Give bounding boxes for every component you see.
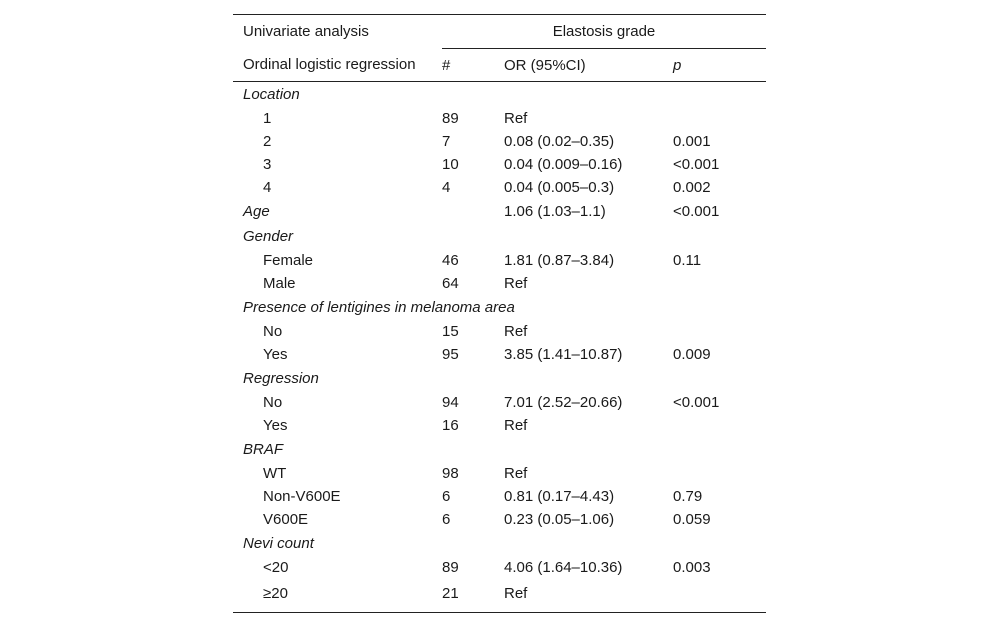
p-value-cell xyxy=(673,272,766,295)
odds-ratio-cell: Ref xyxy=(504,417,528,434)
table-row xyxy=(233,249,766,272)
table-row xyxy=(233,176,766,199)
p-value-cell: <0.001 xyxy=(673,203,720,220)
count-column-header: # xyxy=(442,49,504,82)
category-row xyxy=(233,199,766,224)
category-row xyxy=(233,295,766,320)
table-row xyxy=(233,130,766,153)
p-value-cell: <0.001 xyxy=(673,394,720,411)
count-cell: 95 xyxy=(442,346,459,363)
table-body xyxy=(233,82,766,613)
table-row xyxy=(233,391,766,414)
p-value-cell xyxy=(673,414,766,437)
odds-ratio-cell: 3.85 (1.41–10.87) xyxy=(504,346,623,363)
level-label: No xyxy=(263,394,283,411)
p-value-cell: 0.001 xyxy=(673,133,711,150)
header-row-2 xyxy=(233,49,766,82)
level-label: Yes xyxy=(263,417,288,434)
p-value-cell xyxy=(673,224,766,249)
p-value-cell xyxy=(673,320,766,343)
analysis-label: Univariate analysis xyxy=(233,15,442,49)
count-cell xyxy=(442,199,504,224)
p-value-cell xyxy=(673,366,766,391)
results-table-container xyxy=(233,14,766,613)
level-label: 3 xyxy=(263,156,272,173)
p-value-cell: <0.001 xyxy=(673,156,720,173)
category-row xyxy=(233,437,766,462)
odds-ratio-cell: 0.04 (0.009–0.16) xyxy=(504,156,623,173)
count-cell xyxy=(442,437,504,462)
elastosis-grade-header: Elastosis grade xyxy=(442,15,766,49)
level-label: V600E xyxy=(263,511,309,528)
level-label: <20 xyxy=(263,559,289,576)
p-value-cell xyxy=(673,295,766,320)
table-row xyxy=(233,272,766,295)
odds-ratio-cell: 0.08 (0.02–0.35) xyxy=(504,133,615,150)
p-value-cell xyxy=(673,462,766,485)
level-label: 4 xyxy=(263,179,272,196)
table-row xyxy=(233,343,766,366)
p-value-cell xyxy=(673,437,766,462)
category-label: Presence of lentigines in melanoma area xyxy=(243,299,515,316)
category-row xyxy=(233,82,766,108)
count-cell: 6 xyxy=(442,488,451,505)
count-cell: 16 xyxy=(442,417,459,434)
count-cell: 64 xyxy=(442,275,459,292)
p-value-cell: 0.009 xyxy=(673,346,711,363)
table-row xyxy=(233,107,766,130)
header-row-1 xyxy=(233,15,766,49)
count-cell: 46 xyxy=(442,252,459,269)
category-label: Age xyxy=(243,203,270,220)
odds-ratio-cell: Ref xyxy=(504,465,528,482)
count-cell: 21 xyxy=(442,579,504,613)
level-label: Yes xyxy=(263,346,288,363)
odds-ratio-cell xyxy=(504,531,673,556)
level-label: WT xyxy=(263,465,287,482)
count-cell: 15 xyxy=(442,323,459,340)
count-cell: 94 xyxy=(442,394,459,411)
p-value-cell: 0.002 xyxy=(673,179,711,196)
category-label: BRAF xyxy=(243,441,284,458)
odds-ratio-cell: 7.01 (2.52–20.66) xyxy=(504,394,623,411)
category-row xyxy=(233,366,766,391)
odds-ratio-cell: 1.81 (0.87–3.84) xyxy=(504,252,615,269)
table-row xyxy=(233,320,766,343)
odds-ratio-cell xyxy=(504,224,673,249)
count-cell: 4 xyxy=(442,179,451,196)
p-value-cell: 0.11 xyxy=(673,252,702,269)
table-row xyxy=(233,579,766,613)
table-row xyxy=(233,556,766,579)
univariate-analysis-table xyxy=(233,14,766,613)
category-label: Nevi count xyxy=(243,535,314,552)
odds-ratio-column-header: OR (95%CI) xyxy=(504,49,673,82)
odds-ratio-cell xyxy=(504,82,673,108)
table-row xyxy=(233,414,766,437)
p-value-column-header: p xyxy=(673,49,766,82)
odds-ratio-cell: Ref xyxy=(504,579,673,613)
level-label: No xyxy=(263,323,283,340)
count-cell: 10 xyxy=(442,156,459,173)
p-value-cell: 0.059 xyxy=(673,511,711,528)
p-value-cell xyxy=(673,107,766,130)
table-row xyxy=(233,462,766,485)
odds-ratio-cell: 0.81 (0.17–4.43) xyxy=(504,488,615,505)
table-row xyxy=(233,485,766,508)
category-label: Regression xyxy=(243,370,319,387)
level-label: Male xyxy=(263,275,296,292)
level-label: Female xyxy=(263,252,314,269)
odds-ratio-cell: 1.06 (1.03–1.1) xyxy=(504,203,606,220)
count-cell: 6 xyxy=(442,511,451,528)
count-cell xyxy=(442,531,504,556)
level-label: 1 xyxy=(263,110,272,127)
category-label: Location xyxy=(243,86,300,103)
p-value-cell xyxy=(673,531,766,556)
count-cell xyxy=(442,224,504,249)
odds-ratio-cell: Ref xyxy=(504,275,528,292)
odds-ratio-cell: Ref xyxy=(504,110,528,127)
count-cell xyxy=(442,366,504,391)
odds-ratio-cell: 4.06 (1.64–10.36) xyxy=(504,559,623,576)
level-label: ≥20 xyxy=(233,579,442,613)
p-value-cell xyxy=(673,82,766,108)
table-row xyxy=(233,153,766,176)
model-label: Ordinal logistic regression xyxy=(233,49,442,82)
p-value-cell: 0.79 xyxy=(673,488,703,505)
count-cell: 7 xyxy=(442,133,451,150)
odds-ratio-cell xyxy=(504,366,673,391)
count-cell xyxy=(442,82,504,108)
level-label: 2 xyxy=(263,133,272,150)
category-row xyxy=(233,531,766,556)
count-cell: 89 xyxy=(442,110,459,127)
category-label: Gender xyxy=(243,228,294,245)
odds-ratio-cell xyxy=(504,437,673,462)
odds-ratio-cell: 0.23 (0.05–1.06) xyxy=(504,511,615,528)
table-row xyxy=(233,508,766,531)
odds-ratio-cell: 0.04 (0.005–0.3) xyxy=(504,179,615,196)
level-label: Non-V600E xyxy=(263,488,341,505)
count-cell: 89 xyxy=(442,559,459,576)
count-cell: 98 xyxy=(442,465,459,482)
p-value-cell xyxy=(673,579,766,613)
odds-ratio-cell: Ref xyxy=(504,323,528,340)
p-value-cell: 0.003 xyxy=(673,559,711,576)
category-row xyxy=(233,224,766,249)
odds-ratio-cell xyxy=(504,295,673,320)
